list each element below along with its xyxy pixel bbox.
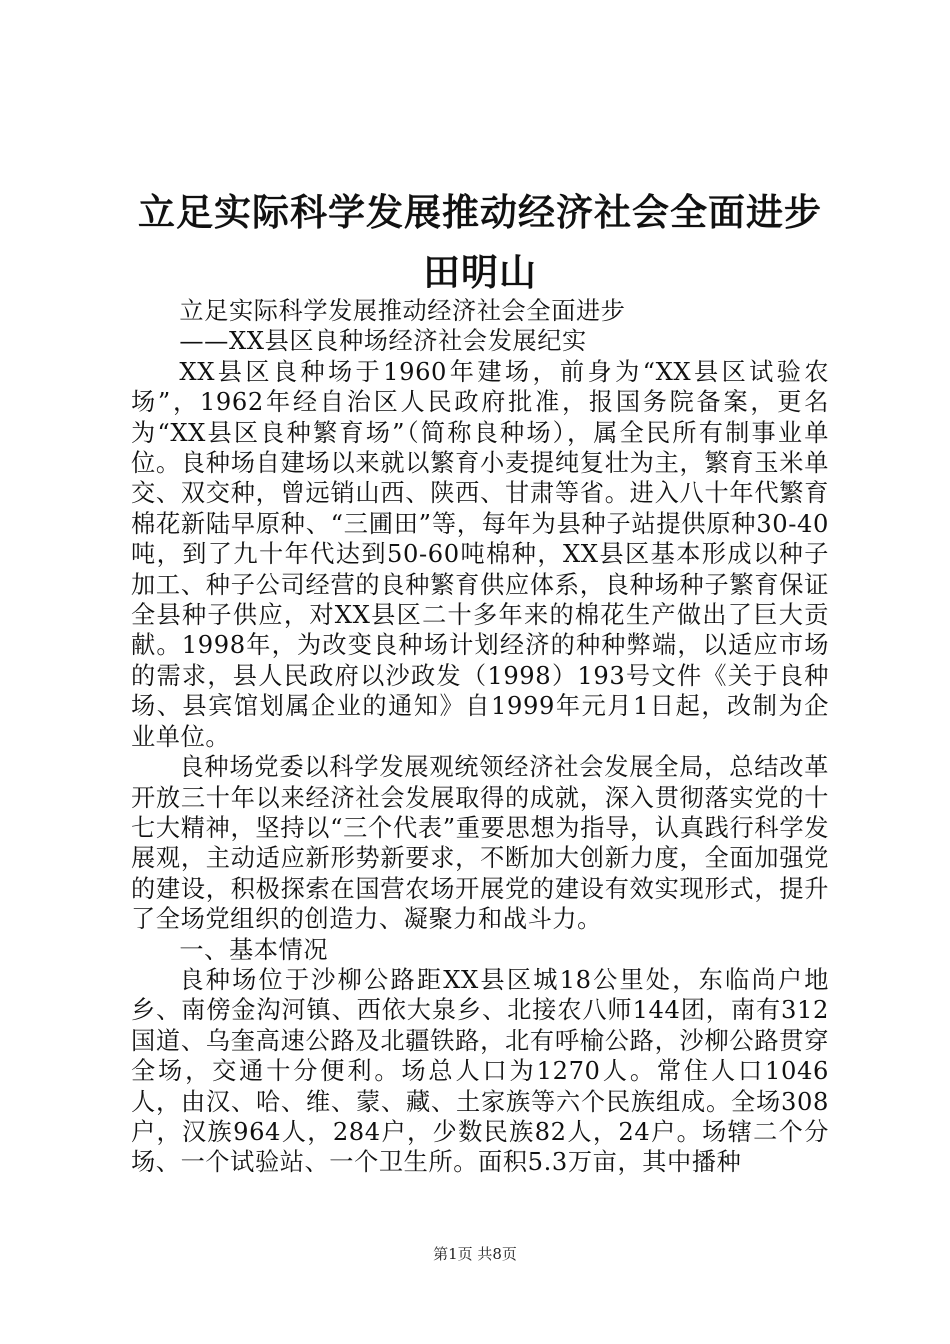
- subtitle-line-1: 立足实际科学发展推动经济社会全面进步: [179, 297, 626, 325]
- body-paragraph-history: XX县区良种场于1960年建场，前身为“XX县区试验农场”，1962年经自治区人民政府批准，报国务院备案，更名为“XX县区良种繁育场”（简称良种场），属全民所有制事业单位。良种场自建场以来就以繁育小麦提纯复壮为主，繁育玉米单交、双交种，曾远销山西、陕西、甘肃等省。进入八十年代繁育棉花新陆早原种、“三圃田”等，每年为县种子站提供原种30-40吨，到了九十年代达到50-60吨棉种，XX县区基本形成以种子加工、种子公司经营的良种繁育供应体系，良种场种子繁育保证全县种子供应，对XX县区二十多年来的棉花生产做出了巨大贡献。1998年，为改变良种场计划经济的种种弊端，以适应市场的需求，县人民政府以沙政发（1998）193号文件《关于良种场、县宾馆划属企业的通知》自1999年元月1日起，改制为企业单位。: [131, 357, 829, 751]
- page-footer: 第1页 共8页: [433, 1245, 517, 1263]
- document-body: [131, 296, 829, 1178]
- section-heading-basic-info: 一、基本情况: [179, 935, 329, 964]
- document-title: 立足实际科学发展推动经济社会全面进步田明山: [138, 191, 822, 294]
- subtitle-line-2: ——XX县区良种场经济社会发展纪实: [179, 327, 587, 356]
- body-paragraph-basic-info: 良种场位于沙柳公路距XX县区城18公里处，东临尚户地乡、南傍金沟河镇、西依大泉乡、北接农八师144团，南有312国道、乌奎高速公路及北疆铁路，北有呼榆公路，沙柳公路贯穿全场，交通十分便利。场总人口为1270人。常住人口1046人，由汉、哈、维、蒙、藏、土家族等六个民族组成。全场308户，汉族964人，284户，少数民族82人，24户。场辖二个分场、一个试验站、一个卫生所。面积5.3万亩，其中播种: [131, 965, 829, 1177]
- body-paragraph-party-committee: 良种场党委以科学发展观统领经济社会发展全局，总结改革开放三十年以来经济社会发展取得的成就，深入贯彻落实党的十七大精神，坚持以“三个代表”重要思想为指导，认真践行科学发展观，主动适应新形势新要求，不断加大创新力度，全面加强党的建设，积极探索在国营农场开展党的建设有效实现形式，提升了全场党组织的创造力、凝聚力和战斗力。: [131, 753, 829, 934]
